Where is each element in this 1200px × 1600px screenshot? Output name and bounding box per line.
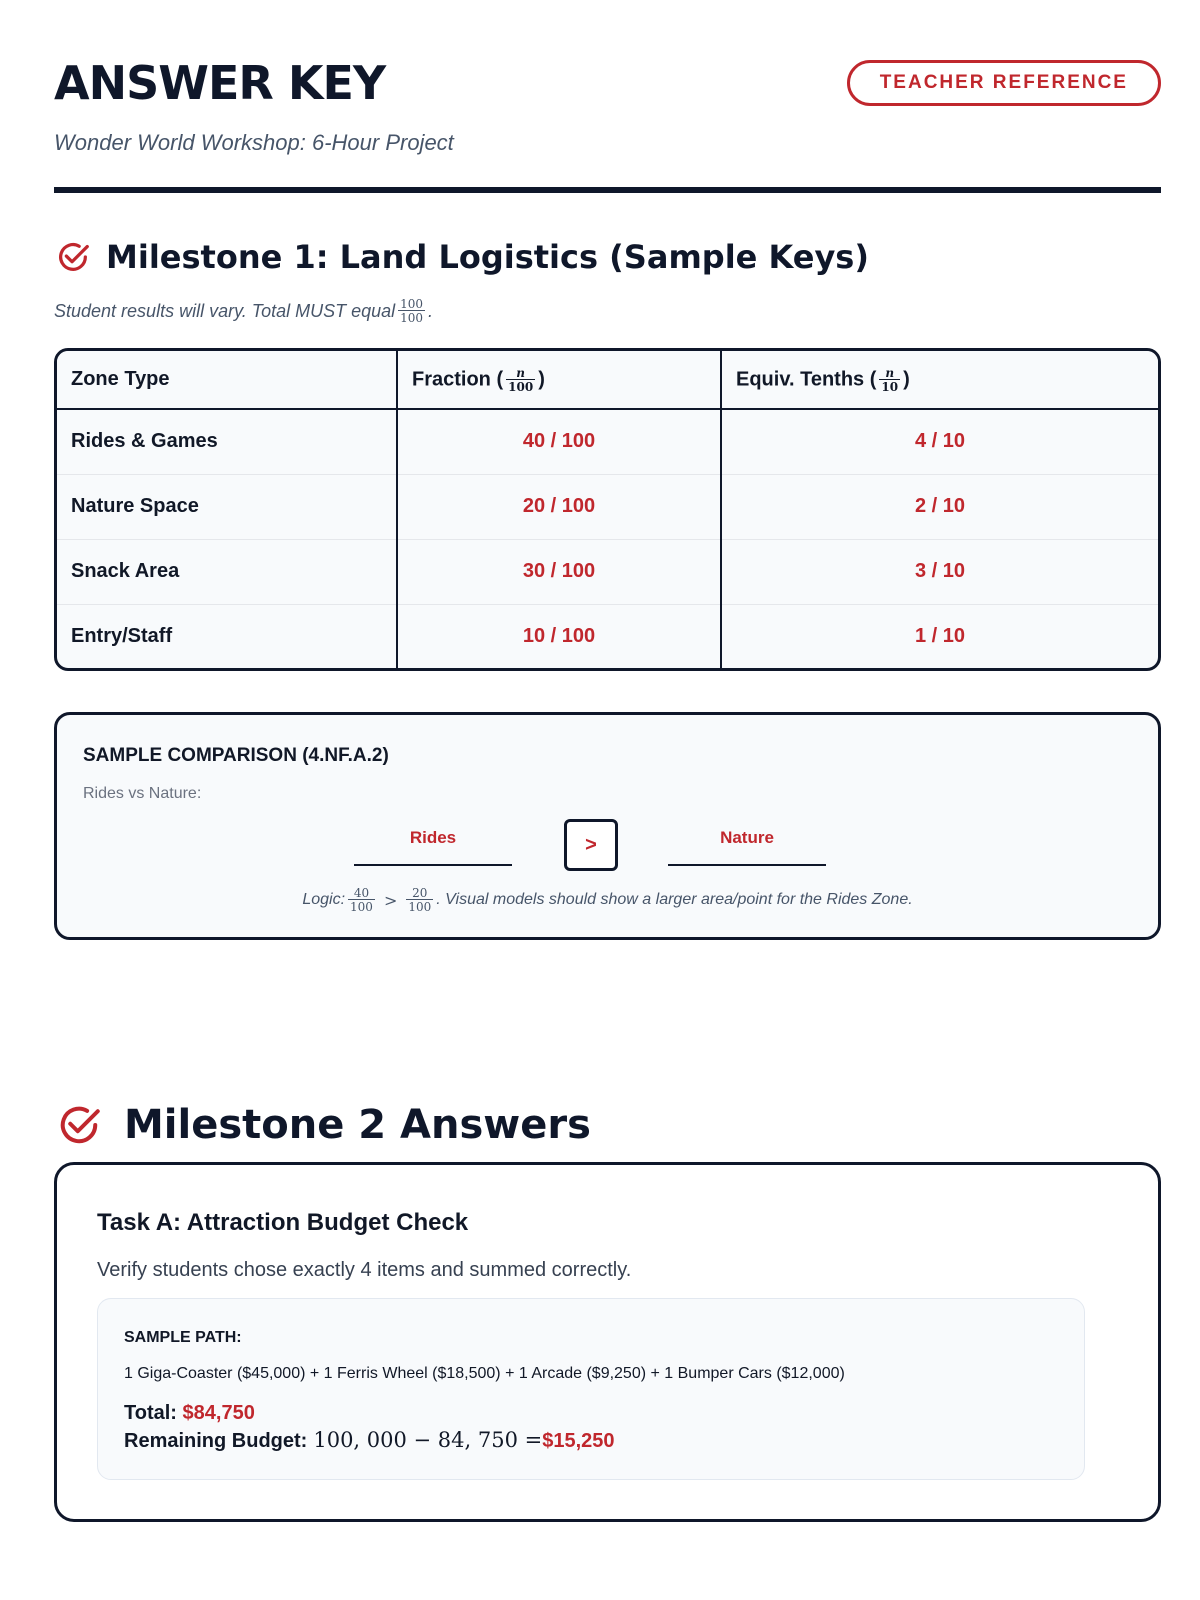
comparison-operator-box: >: [564, 819, 618, 871]
tenths-cell: 1 / 10: [721, 604, 1158, 669]
logic-prefix: Logic:: [302, 891, 346, 908]
logic-a-den: 100: [350, 900, 373, 914]
check-circle-icon: [54, 238, 92, 276]
fraction-cell: 40 / 100: [397, 409, 721, 474]
logic-operator: >: [383, 890, 398, 910]
sample-path-box: [97, 1298, 1085, 1480]
note-frac-num: 100: [400, 297, 424, 311]
table-row: [57, 604, 1158, 669]
table-header-row: [57, 351, 1158, 409]
teacher-reference-badge: TEACHER REFERENCE: [847, 60, 1161, 106]
col3-frac-num: n: [885, 365, 895, 380]
note-fraction: [398, 298, 425, 324]
col2-frac-num: n: [516, 365, 526, 380]
check-circle-icon: [54, 1100, 104, 1150]
col2-close: ): [538, 367, 545, 390]
header-divider: [54, 187, 1161, 193]
remaining-line: [124, 1428, 615, 1453]
col-fraction-label: Fraction (: [412, 367, 504, 390]
zone-cell: Rides & Games: [71, 430, 218, 453]
col-equiv-tenths: [721, 351, 1158, 409]
table-row: [57, 474, 1158, 539]
logic-a-num: 40: [353, 886, 370, 900]
task-title: Task A: Attraction Budget Check: [97, 1209, 469, 1236]
col3-frac-den: 10: [881, 379, 899, 394]
task-description: Verify students chose exactly 4 items and summed correctly.: [97, 1259, 632, 1281]
note-text: Student results will vary. Total MUST equal: [54, 300, 396, 321]
fraction-cell: 30 / 100: [397, 539, 721, 604]
tenths-cell: 4 / 10: [721, 409, 1158, 474]
col-zone-type: Zone Type: [57, 351, 397, 409]
milestone-2-heading: [54, 1100, 591, 1150]
zone-cell: Nature Space: [57, 474, 397, 539]
comparison-left-slot: Rides: [354, 828, 512, 866]
fraction-cell: 20 / 100: [397, 474, 721, 539]
col2-frac-den: 100: [508, 379, 534, 394]
total-line: [124, 1402, 255, 1425]
comparison-right-slot: Nature: [668, 828, 826, 866]
tenths-cell: 3 / 10: [721, 539, 1158, 604]
tenths-cell: 2 / 10: [721, 474, 1158, 539]
sample-path-label: SAMPLE PATH:: [124, 1329, 242, 1346]
task-a-card: [54, 1162, 1161, 1522]
total-value: $84,750: [182, 1402, 255, 1424]
land-logistics-table: [54, 348, 1161, 671]
page-title: ANSWER KEY: [54, 56, 386, 110]
zone-cell: Entry/Staff: [57, 604, 397, 669]
total-label: Total:: [124, 1402, 177, 1424]
remaining-label: Remaining Budget:: [124, 1430, 308, 1452]
sample-comparison-box: [54, 712, 1161, 940]
sample-path-text: 1 Giga-Coaster ($45,000) + 1 Ferris Wheel ($18,500) + 1 Arcade ($9,250) + 1 Bumper Cars ($12,000): [124, 1365, 845, 1382]
zone-cell: Snack Area: [57, 539, 397, 604]
logic-suffix: . Visual models should show a larger area/point for the Rides Zone.: [436, 891, 913, 908]
col3-close: ): [903, 367, 910, 390]
col-fraction: [397, 351, 721, 409]
table-row: [57, 539, 1158, 604]
remaining-value: $15,250: [542, 1430, 615, 1452]
logic-b-num: 20: [412, 886, 428, 900]
fraction-cell: 10 / 100: [397, 604, 721, 669]
milestone-2-title: Milestone 2 Answers: [124, 1102, 591, 1148]
table-row: [57, 409, 1158, 474]
comparison-logic: [57, 887, 1158, 913]
page-subtitle: Wonder World Workshop: 6-Hour Project: [54, 130, 454, 155]
col-tenths-label: Equiv. Tenths (: [736, 367, 877, 390]
remaining-expression: 100, 000 − 84, 750 =: [313, 1428, 543, 1452]
note-frac-den: 100: [400, 311, 424, 325]
comparison-subtitle: Rides vs Nature:: [83, 785, 202, 802]
milestone-1-heading: [54, 238, 869, 276]
logic-b-den: 100: [408, 900, 432, 914]
milestone-1-title: Milestone 1: Land Logistics (Sample Keys): [106, 238, 869, 276]
comparison-title: SAMPLE COMPARISON (4.NF.A.2): [83, 745, 389, 766]
milestone-1-note: [54, 298, 433, 324]
note-suffix: .: [428, 300, 434, 321]
